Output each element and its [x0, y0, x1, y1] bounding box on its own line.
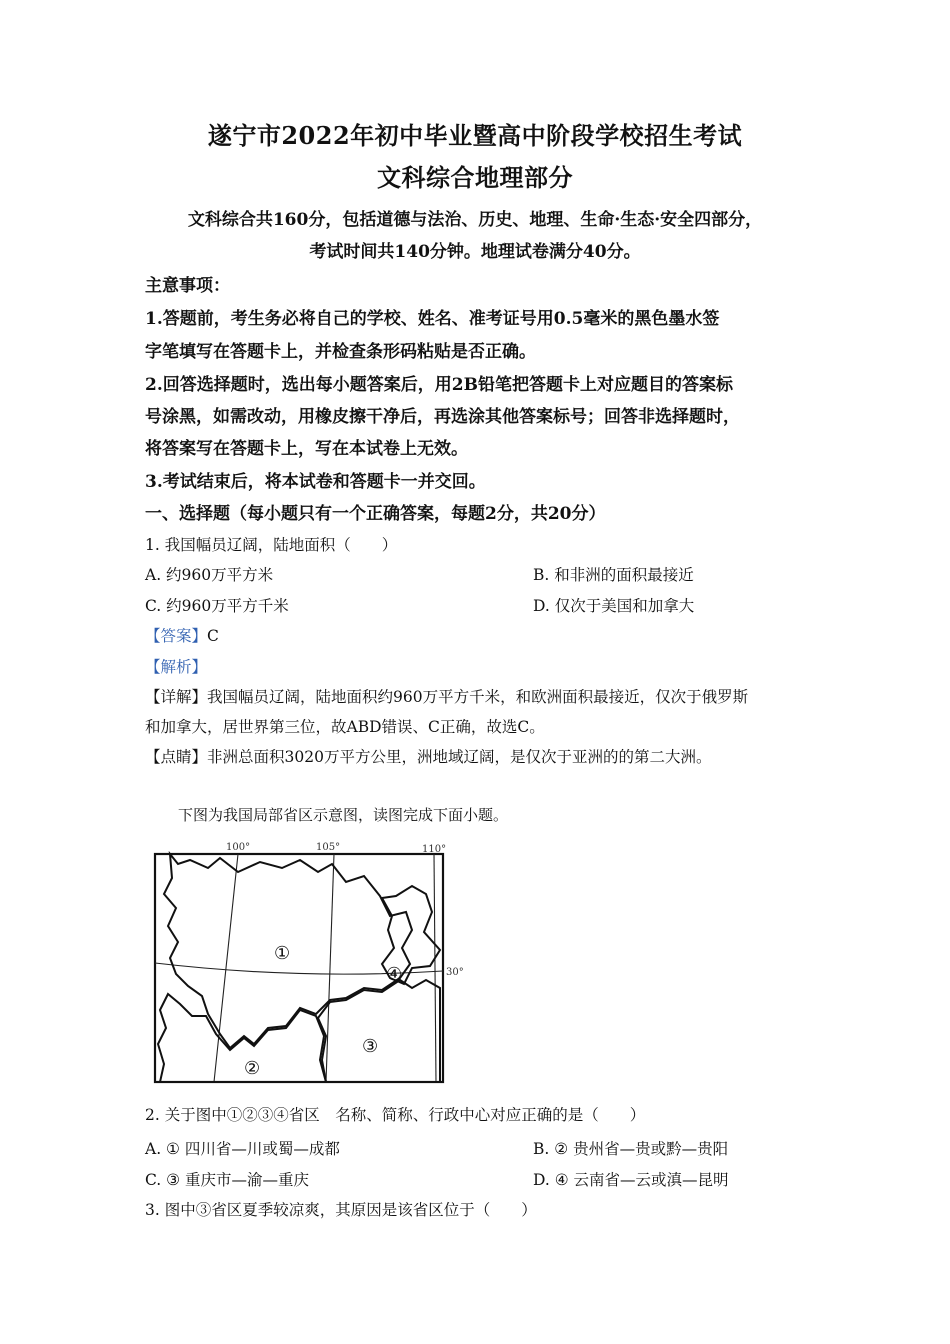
- page-subtitle: 文科综合地理部分: [377, 163, 573, 192]
- lon-label-110: 110°: [422, 844, 447, 855]
- q1-option-c: C. 约960万平方千米: [145, 597, 289, 615]
- section-1-heading: 一、选择题（每小题只有一个正确答案，每题2分，共20分）: [145, 504, 606, 524]
- q1-point: 【点睛】非洲总面积3020万平方公里，洲地域辽阔，是仅次于亚洲的的第二大洲。: [145, 748, 712, 766]
- meridian-110: [434, 854, 436, 1082]
- q1-option-b: B. 和非洲的面积最接近: [533, 566, 694, 584]
- q1-detail-line-1: 【详解】我国幅员辽阔，陆地面积约960万平方千米，和欧洲面积最接近，仅次于俄罗斯: [145, 688, 749, 706]
- meridian-105: [326, 854, 334, 1082]
- province-map: [150, 838, 464, 1088]
- analysis-tag: 【解析】: [145, 658, 208, 676]
- answer-value: C: [207, 627, 219, 645]
- q1-detail-line-2: 和加拿大，居世界第三位，故ABD错误、C正确，故选C。: [145, 718, 545, 736]
- q2-option-d: D. ④ 云南省—云或滇—昆明: [533, 1171, 729, 1189]
- q1-stem: 1. 我国幅员辽阔，陆地面积（ ）: [145, 536, 398, 554]
- region-label-3: ③: [362, 1036, 379, 1057]
- page-title: 遂宁市2022年初中毕业暨高中阶段学校招生考试: [207, 121, 743, 150]
- region-label-1: ①: [274, 943, 291, 964]
- lon-label-105: 105°: [316, 842, 341, 853]
- note-2-line-2: 号涂黑，如需改动，用橡皮擦干净后，再选涂其他答案标号；回答非选择题时，: [145, 407, 740, 427]
- answer-tag: 【答案】: [145, 627, 208, 645]
- intro-line-1: 文科综合共160分，包括道德与法治、历史、地理、生命·生态·安全四部分，: [187, 210, 763, 230]
- intro-line-2: 考试时间共140分钟。地理试卷满分40分。: [309, 242, 641, 262]
- q1-option-a: A. 约960万平方米: [145, 566, 274, 584]
- q3-stem: 3. 图中③省区夏季较凉爽，其原因是该省区位于（ ）: [145, 1201, 537, 1219]
- q2-option-a: A. ① 四川省—川或蜀—成都: [145, 1140, 340, 1158]
- q2-option-c: C. ③ 重庆市—渝—重庆: [145, 1171, 309, 1189]
- note-2-line-3: 将答案写在答题卡上，写在本试卷上无效。: [145, 439, 468, 459]
- q1-option-d: D. 仅次于美国和加拿大: [533, 597, 695, 615]
- note-1-line-2: 字笔填写在答题卡上，并检查条形码粘贴是否正确。: [145, 342, 536, 362]
- q2-stem: 2. 关于图中①②③④省区 名称、简称、行政中心对应正确的是（ ）: [145, 1106, 646, 1124]
- region-label-4: ④: [386, 964, 403, 985]
- notes-heading: 主意事项：: [145, 276, 230, 296]
- q2-option-b: B. ② 贵州省—贵或黔—贵阳: [533, 1140, 729, 1158]
- region-3-outline: [318, 980, 440, 1082]
- q1-answer-row: [145, 624, 219, 646]
- lat-label-30: 30°: [446, 967, 464, 978]
- region-label-2: ②: [244, 1058, 261, 1079]
- note-3: 3.考试结束后，将本试卷和答题卡一并交回。: [145, 472, 486, 492]
- map-intro: 下图为我国局部省区示意图，读图完成下面小题。: [178, 806, 509, 824]
- meridian-100: [214, 854, 238, 1082]
- lon-label-100: 100°: [226, 842, 251, 853]
- note-2-line-1: 2.回答选择题时，选出每小题答案后，用2B铅笔把答题卡上对应题目的答案标: [145, 375, 733, 395]
- note-1-line-1: 1.答题前，考生务必将自己的学校、姓名、准考证号用0.5毫米的黑色墨水签: [145, 309, 720, 329]
